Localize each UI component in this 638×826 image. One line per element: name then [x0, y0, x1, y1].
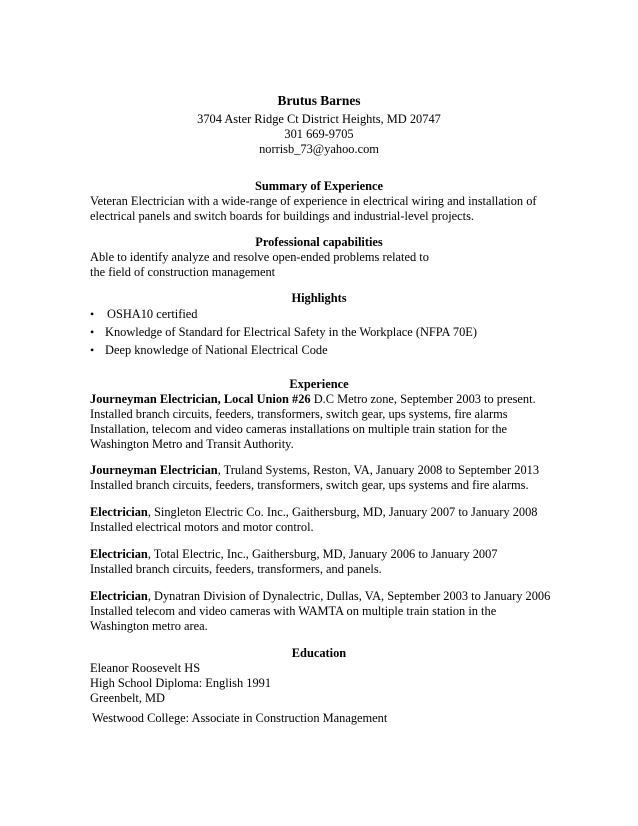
candidate-name: Brutus Barnes [277, 93, 361, 108]
job-title-line [90, 547, 558, 562]
job-title: Electrician [90, 505, 148, 519]
capabilities-line: Able to identify analyze and resolve open-ended problems related to [90, 250, 429, 264]
education-line: Greenbelt, MD [90, 691, 166, 705]
education-heading: Education [291, 646, 347, 660]
bullet-icon: • [90, 325, 95, 339]
job-description: Installed branch circuits, feeders, transformers, switch gear, ups systems, fire alarms [90, 407, 508, 421]
summary-heading: Summary of Experience [254, 179, 383, 193]
bullet-icon: • [90, 307, 95, 321]
job-description: Installation, telecom and video cameras installations on multiple train station for the [90, 422, 508, 436]
job-description: Washington metro area. [90, 619, 208, 633]
job-title-line [90, 505, 558, 520]
job-description: Installed electrical motors and motor control. [90, 520, 314, 534]
education-line: High School Diploma: English 1991 [90, 676, 272, 690]
job-title-line [90, 589, 558, 604]
job-title: Journeyman Electrician [90, 463, 218, 477]
job-title: Electrician [90, 547, 148, 561]
email: norrisb_73@yahoo.com [259, 142, 379, 156]
education-line: Eleanor Roosevelt HS [90, 661, 201, 675]
job-title: Electrician [90, 589, 148, 603]
job-description: Installed branch circuits, feeders, transformers, switch gear, ups systems and fire alarms. [90, 478, 529, 492]
phone: 301 669-9705 [284, 127, 354, 141]
education-college: Westwood College: Associate in Construction Management [92, 711, 388, 725]
job-details: , Singleton Electric Co. Inc., Gaithersburg, MD, January 2007 to January 2008 [147, 505, 538, 519]
job-description: Installed telecom and video cameras with WAMTA on multiple train station in the [90, 604, 497, 618]
summary-line: Veteran Electrician with a wide-range of experience in electrical wiring and installation of [90, 194, 537, 208]
job-title-line [90, 463, 558, 478]
highlights-heading: Highlights [291, 291, 347, 305]
summary-line: electrical panels and switch boards for buildings and industrial-level projects. [90, 209, 474, 223]
job-description: Washington Metro and Transit Authority. [90, 437, 294, 451]
job-details: , Dynatran Division of Dynalectric, Dullas, VA, September 2003 to January 2006 [147, 589, 551, 603]
capabilities-heading: Professional capabilities [255, 235, 383, 249]
experience-heading: Experience [289, 377, 349, 391]
job-details: D.C Metro zone, September 2003 to present. [310, 392, 536, 406]
highlight-text: Knowledge of Standard for Electrical Safety in the Workplace (NFPA 70E) [105, 325, 478, 339]
bullet-icon: • [90, 343, 95, 357]
highlight-text: OSHA10 certified [107, 307, 198, 321]
highlight-text: Deep knowledge of National Electrical Code [105, 343, 328, 357]
job-title-line [90, 392, 558, 407]
address: 3704 Aster Ridge Ct District Heights, MD 20747 [197, 112, 441, 126]
job-details: , Truland Systems, Reston, VA, January 2008 to September 2013 [217, 463, 540, 477]
job-details: , Total Electric, Inc., Gaithersburg, MD, January 2006 to January 2007 [147, 547, 498, 561]
capabilities-line: the field of construction management [90, 265, 276, 279]
job-title: Journeyman Electrician, Local Union #26 [90, 392, 311, 406]
job-description: Installed branch circuits, feeders, transformers, and panels. [90, 562, 382, 576]
